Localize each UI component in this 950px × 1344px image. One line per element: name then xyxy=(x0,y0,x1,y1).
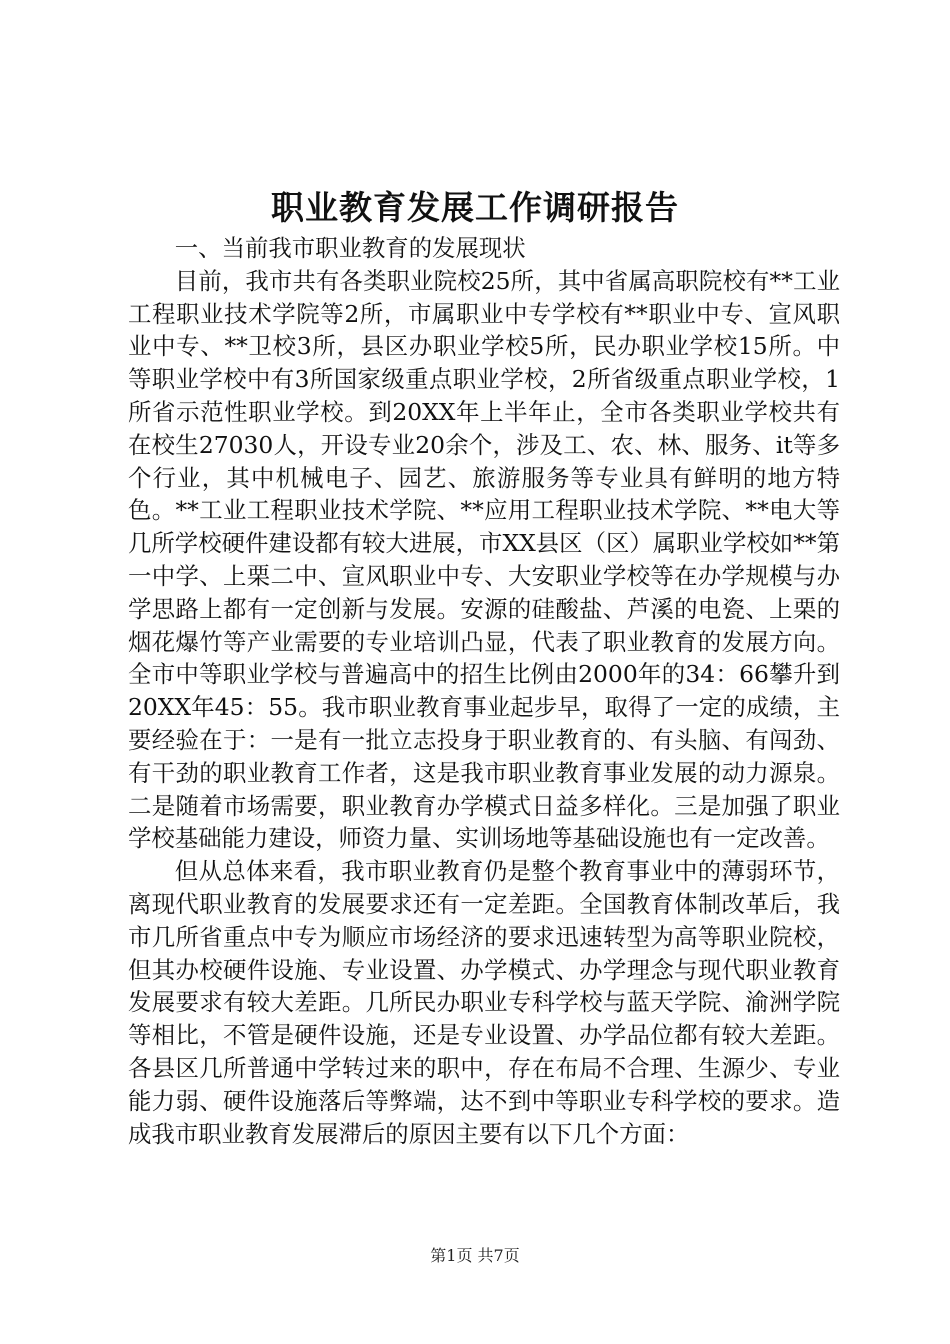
document-body xyxy=(128,232,840,1150)
body-paragraph: 但从总体来看，我市职业教育仍是整个教育事业中的薄弱环节，离现代职业教育的发展要求还有一定差距。全国教育体制改革后，我市几所省重点中专为顺应市场经济的要求迅速转型为高等职业院校，但其办校硬件设施、专业设置、办学模式、办学理念与现代职业教育发展要求有较大差距。几所民办职业专科学校与蓝天学院、渝洲学院等相比，不管是硬件设施，还是专业设置、办学品位都有较大差距。各县区几所普通中学转过来的职中，存在布局不合理、生源少、专业能力弱、硬件设施落后等弊端，达不到中等职业专科学校的要求。造成我市职业教育发展滞后的原因主要有以下几个方面： xyxy=(128,857,840,1148)
section-heading: 一、当前我市职业教育的发展现状 xyxy=(174,234,526,262)
body-paragraph: 目前，我市共有各类职业院校25所，其中省属高职院校有**工业工程职业技术学院等2所，市属职业中专学校有**职业中专、宣风职业中专、**卫校3所，县区办职业学校5所，民办职业学校15所。中等职业学校中有3所国家级重点职业学校，2所省级重点职业学校，1所省示范性职业学校。到20XX年上半年止，全市各类职业学校共有在校生27030人，开设专业20余个，涉及工、农、林、服务、it等多个行业，其中机械电子、园艺、旅游服务等专业具有鲜明的地方特色。**工业工程职业技术学院、**应用工程职业技术学院、**电大等几所学校硬件建设都有较大进展，市XX县区（区）属职业学校如**第一中学、上栗二中、宣风职业中专、大安职业学校等在办学规模与办学思路上都有一定创新与发展。安源的硅酸盐、芦溪的电瓷、上栗的烟花爆竹等产业需要的专业培训凸显，代表了职业教育的发展方向。全市中等职业学校与普遍高中的招生比例由2000年的34：66攀升到20XX年45：55。我市职业教育事业起步早，取得了一定的成绩，主要经验在于：一是有一批立志投身于职业教育的、有头脑、有闯劲、有干劲的职业教育工作者，这是我市职业教育事业发展的动力源泉。二是随着市场需要，职业教育办学模式日益多样化。三是加强了职业学校基础能力建设，师资力量、实训场地等基础设施也有一定改善。 xyxy=(128,266,840,853)
page-number-footer: 第1页 共7页 xyxy=(430,1246,520,1265)
document-title: 职业教育发展工作调研报告 xyxy=(271,188,679,227)
